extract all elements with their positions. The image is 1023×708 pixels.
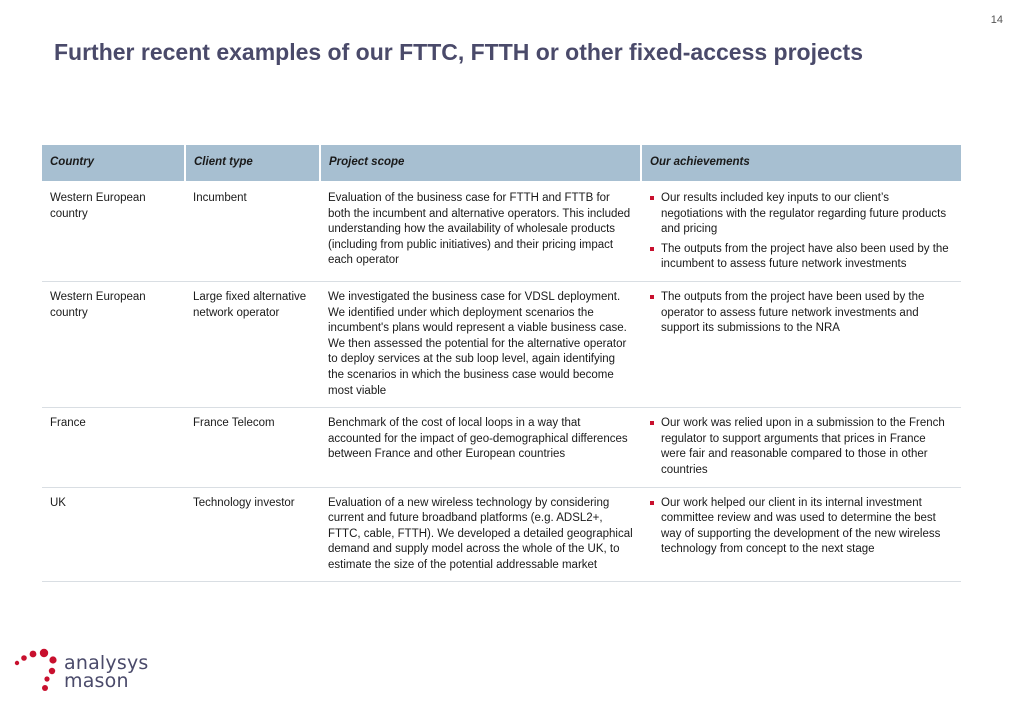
analysys-mason-logo <box>12 648 162 698</box>
cell-country: Western European country <box>42 281 185 407</box>
square-bullet-icon <box>650 421 654 425</box>
cell-achievements <box>641 408 961 487</box>
achievement-item <box>649 242 953 273</box>
square-bullet-icon <box>650 295 654 299</box>
logo-dots-icon <box>12 648 62 696</box>
logo-line-mason: mason <box>64 670 129 692</box>
cell-country: France <box>42 408 185 487</box>
cell-client-type: Technology investor <box>185 487 320 582</box>
cell-achievements <box>641 487 961 582</box>
square-bullet-icon <box>650 501 654 505</box>
achievement-text: Our work helped our client in its internal investment committee review and was used to determine the best way of supporting the development of the new wireless technology from concept to the next stage <box>661 496 941 556</box>
achievement-text: Our results included key inputs to our client’s negotiations with the regulator regarding future products and pricing <box>661 192 947 236</box>
cell-country: UK <box>42 487 185 582</box>
header-project-scope: Project scope <box>320 145 641 182</box>
achievement-text: The outputs from the project have been used by the operator to assess future network investments and support its submissions to the NRA <box>661 290 925 335</box>
table-row <box>42 281 961 407</box>
achievement-item <box>649 191 953 238</box>
achievement-text: Our work was relied upon in a submission to the French regulator to support arguments that prices in France were fair and reasonable compared to those in other countries <box>661 417 945 476</box>
cell-client-type: Large fixed alternative network operator <box>185 281 320 407</box>
cell-client-type: France Telecom <box>185 408 320 487</box>
projects-table <box>42 145 961 582</box>
table-row <box>42 182 961 281</box>
logo-line-analysys: analysys <box>64 652 149 674</box>
achievements-list <box>649 191 953 273</box>
square-bullet-icon <box>650 196 654 200</box>
cell-country: Western European country <box>42 182 185 281</box>
cell-project-scope: Evaluation of a new wireless technology by considering current and future broadband platforms (e.g. ADSL2+, FTTC, cable, FTTH). We developed a detailed geographical demand and supply model across the whole of the UK, to estimate the size of the potential addressable market <box>320 487 641 582</box>
page-number: 14 <box>990 14 1003 26</box>
header-our-achievements: Our achievements <box>641 145 961 182</box>
achievement-text: The outputs from the project have also been used by the incumbent to assess future network investments <box>661 242 949 271</box>
achievements-list <box>649 290 953 337</box>
slide-title: Further recent examples of our FTTC, FTTH or other fixed-access projects <box>54 39 864 65</box>
cell-client-type: Incumbent <box>185 182 320 281</box>
achievement-item <box>649 416 953 478</box>
header-client-type: Client type <box>185 145 320 182</box>
achievements-list <box>649 416 953 478</box>
cell-project-scope: Evaluation of the business case for FTTH and FTTB for both the incumbent and alternative operators. This included understanding how the availability of wholesale products (including from public initiatives) and their pricing impact each operator <box>320 182 641 281</box>
table-header-row <box>42 145 961 182</box>
square-bullet-icon <box>650 247 654 251</box>
logo-wordmark <box>64 654 149 690</box>
cell-achievements <box>641 182 961 281</box>
cell-project-scope: Benchmark of the cost of local loops in a way that accounted for the impact of geo-demographical differences between France and other European countries <box>320 408 641 487</box>
cell-project-scope: We investigated the business case for VDSL deployment. We identified under which deployment scenarios the incumbent's plans would represent a viable business case. We then assessed the potential for the alternative operator to deploy services at the sub loop level, again identifying the scenarios in which the business case would become most viable <box>320 281 641 407</box>
achievement-item <box>649 290 953 337</box>
cell-achievements <box>641 281 961 407</box>
achievements-list <box>649 496 953 558</box>
header-country: Country <box>42 145 185 182</box>
table-row <box>42 487 961 582</box>
table-row <box>42 408 961 487</box>
achievement-item <box>649 496 953 558</box>
